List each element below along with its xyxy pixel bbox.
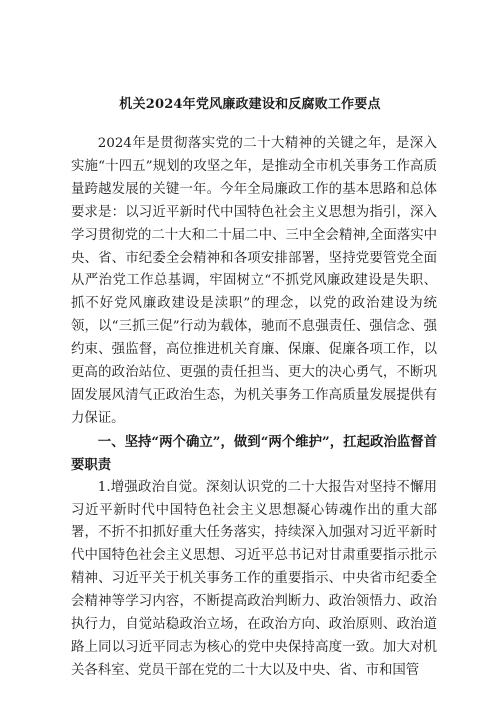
document-body bbox=[71, 133, 437, 683]
document-title: 机关2024年党风廉政建设和反腐败工作要点 bbox=[119, 97, 381, 112]
item-paragraph: 1.增强政治自觉。深刻认识党的二十大报告对坚持不懈用习近平新时代中国特色社会主义思想凝心铸魂作出的重大部署，不折不扣抓好重大任务落实，持续深入加强对习近平新时代中国特色社会主义思想、习近平总书记对甘肃重要指示批示精神、习近平关于机关事务工作的重要指示、中央省市纪委全会精神等学习内容，不断提高政治判断力、政治领悟力、政治执行力，自觉站稳政治立场，在政治方向、政治原则、政治道路上同以习近平同志为核心的党中央保持高度一致。加大对机关各科室、党员干部在党的二十大以及中央、省、市和国管 bbox=[71, 479, 437, 678]
section-heading: 一、坚持“两个确立”，做到“两个维护”，扛起政治监督首要职责 bbox=[71, 433, 437, 473]
intro-paragraph: 2024年是贯彻落实党的二十大精神的关键之年，是深入实施“十四五”规划的攻坚之年，是推动全市机关事务工作高质量跨越发展的关键一年。今年全局廉政工作的基本思路和总体要求是：以习近平新时代中国特色社会主义思想为指引，深入学习贯彻党的二十大和二十届二中、三中全会精神,全面落实中央、省、市纪委全会精神和各项安排部署，坚持党要管党全面从严治党工作总基调，牢固树立“不抓党风廉政建设是失职、抓不好党风廉政建设是渎职”的理念，以党的政治建设为统领，以“三抓三促”行动为载体，驰而不息强责任、强信念、强约束、强监督，高位推进机关育廉、保廉、促廉各项工作，以更高的政治站位、更强的责任担当、更大的决心勇气，不断巩固发展风清气正政治生态，为机关事务工作高质量发展提供有力保证。 bbox=[71, 136, 437, 426]
